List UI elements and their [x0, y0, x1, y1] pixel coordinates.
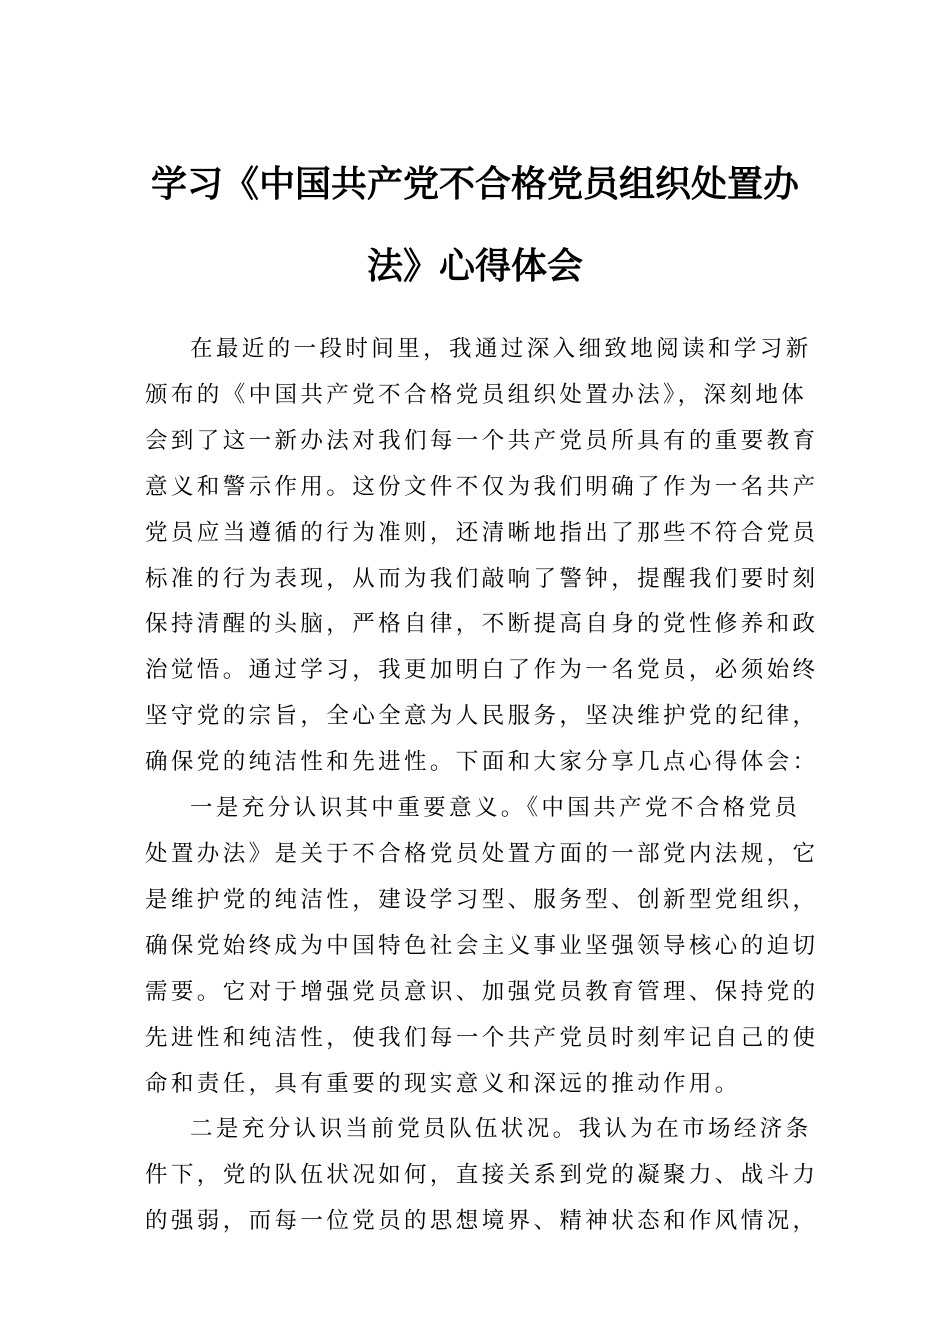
text-line: 一是充分认识其中重要意义。《中国共产党不合格党员	[190, 795, 801, 822]
text-line: 治觉悟。通过学习，我更加明白了作为一名党员，必须始终	[145, 657, 819, 684]
paragraph-point-one	[145, 786, 819, 1107]
text-line: 先进性和纯洁性，使我们每一个共产党员时刻牢记自己的使	[145, 1024, 819, 1051]
text-line: 在最近的一段时间里，我通过深入细致地阅读和学习新	[190, 336, 812, 362]
text-line: 是维护党的纯洁性，建设学习型、服务型、创新型党组织，	[145, 886, 819, 913]
text-line: 命和责任，具有重要的现实意义和深远的推动作用。	[145, 1070, 741, 1097]
document-title	[140, 143, 810, 307]
text-line: 处置办法》是关于不合格党员处置方面的一部党内法规，它	[145, 840, 819, 867]
paragraph-intro	[145, 327, 819, 786]
text-line: 件下，党的队伍状况如何，直接关系到党的凝聚力、战斗力	[145, 1162, 819, 1189]
text-line: 确保党始终成为中国特色社会主义事业坚强领导核心的迫切	[145, 932, 819, 959]
text-line: 确保党的纯洁性和先进性。下面和大家分享几点心得体会：	[145, 749, 819, 776]
document-body	[145, 327, 819, 1245]
text-line: 的强弱，而每一位党员的思想境界、精神状态和作风情况，	[145, 1208, 819, 1235]
text-line: 二是充分认识当前党员队伍状况。我认为在市场经济条	[190, 1116, 812, 1143]
paragraph-point-two	[145, 1107, 819, 1245]
title-line-2: 法》心得体会	[366, 245, 583, 287]
title-line-1: 学习《中国共产党不合格党员组织处置办	[150, 163, 799, 205]
text-line: 保持清醒的头脑，严格自律，不断提高自身的党性修养和政	[145, 611, 819, 638]
text-line: 颁布的《中国共产党不合格党员组织处置办法》，深刻地体	[145, 381, 808, 408]
text-line: 坚守党的宗旨，全心全意为人民服务，坚决维护党的纪律，	[145, 703, 819, 730]
text-line: 标准的行为表现，从而为我们敲响了警钟，提醒我们要时刻	[145, 565, 819, 592]
text-line: 党员应当遵循的行为准则，还清晰地指出了那些不符合党员	[145, 519, 819, 546]
text-line: 意义和警示作用。这份文件不仅为我们明确了作为一名共产	[145, 473, 819, 500]
text-line: 会到了这一新办法对我们每一个共产党员所具有的重要教育	[145, 427, 819, 454]
text-line: 需要。它对于增强党员意识、加强党员教育管理、保持党的	[145, 978, 819, 1005]
